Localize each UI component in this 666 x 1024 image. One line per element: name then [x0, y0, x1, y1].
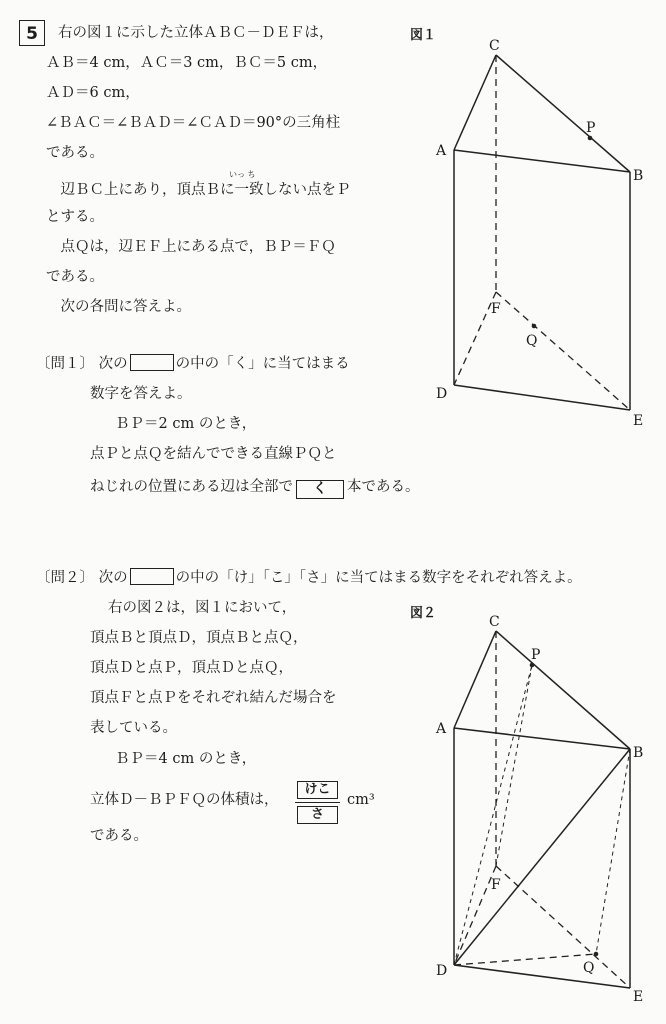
q2-line-2: 頂点Ｂと頂点Ｄ，頂点Ｂと点Ｑ，	[90, 630, 308, 646]
fig1-label-b: B	[633, 168, 644, 184]
q1-instruction-2: 数字を答えよ。	[90, 386, 192, 402]
fraction-denominator-box[interactable]: さ	[297, 806, 338, 824]
fig1-label-c: C	[489, 38, 500, 54]
fig2-edge-ab	[454, 728, 630, 749]
fig2-point-p	[530, 663, 535, 668]
fig2-label-d: D	[436, 963, 448, 979]
fig2-label-a: A	[436, 721, 447, 737]
fig2-label-b: B	[633, 745, 644, 761]
q2-line-1: 右の図２は，図１において，	[108, 600, 297, 616]
fig1-label-d: D	[436, 386, 448, 402]
intro-line-9: である。	[46, 269, 104, 285]
q2-volume-text: 立体Ｄ－ＢＰＦＱの体積は，	[90, 792, 279, 808]
fig2-segment-dq	[454, 954, 596, 965]
fig2-label-f: F	[491, 877, 501, 893]
fig2-edge-fe	[496, 866, 630, 988]
q2-line-5: 表している。	[90, 720, 177, 736]
q2-instr-post: の中の「け」「こ」「さ」に当てはまる数字をそれぞれ答えよ。	[175, 570, 582, 586]
intro-line-1: 右の図１に示した立体ＡＢＣ－ＤＥＦは，	[58, 25, 334, 41]
fig2-edge-cb	[496, 631, 630, 749]
fig2-edge-ca	[454, 631, 496, 728]
intro-line-5: である。	[46, 145, 104, 161]
ruby-itchi: いっ ち	[229, 170, 256, 179]
q1-line4-post: 本である。	[347, 479, 420, 495]
intro-line-7: とする。	[46, 209, 104, 225]
q1-condition: ＢＰ＝2 cm のとき，	[115, 416, 257, 432]
fig1-label-q: Q	[526, 333, 538, 349]
fig2-segment-bq	[596, 749, 630, 954]
fig2-label-e: E	[633, 989, 644, 1005]
q1-line4-pre: ねじれの位置にある辺は全部で	[90, 479, 293, 495]
q2-line-4: 頂点Ｆと点Ｐをそれぞれ結んだ場合を	[90, 690, 337, 706]
q1-instr-pre: 次の	[98, 356, 128, 372]
q2-label: 〔問２〕	[36, 570, 94, 586]
intro-line-4: ∠ＢＡＣ＝∠ＢＡＤ＝∠ＣＡＤ＝90°の三角柱	[46, 115, 341, 131]
q1-label: 〔問１〕	[36, 356, 94, 372]
fig2-segment-bd	[454, 749, 630, 965]
fig1-label-a: A	[436, 143, 447, 159]
q1-line-3: 点Ｐと点Ｑを結んでできる直線ＰＱと	[90, 446, 337, 462]
fig2-segment-dp	[454, 665, 532, 965]
intro-line-2: ＡＢ＝4 cm，ＡＣ＝3 cm，ＢＣ＝5 cm，	[46, 55, 328, 71]
q1-instr-post: の中の「く」に当てはまる	[175, 356, 350, 372]
intro-line-3: ＡＤ＝6 cm，	[46, 85, 140, 101]
intro-line-8: 点Ｑは，辺ＥＦ上にある点で，ＢＰ＝ＦＱ	[46, 239, 336, 255]
q2-condition: ＢＰ＝4 cm のとき，	[115, 751, 257, 767]
fig2-segment-fp	[496, 665, 532, 866]
intro-line-10: 次の各問に答えよ。	[46, 299, 191, 315]
fig1-label-e: E	[633, 413, 644, 429]
q1-answer-box[interactable]: く	[296, 480, 344, 499]
fig1-label-p: P	[586, 120, 596, 136]
volume-unit: cm³	[347, 792, 375, 808]
q2-end: である。	[90, 828, 148, 844]
problem-number: 5	[19, 20, 45, 46]
figure-1-label: 図１	[410, 28, 437, 43]
fig2-label-q: Q	[583, 960, 595, 976]
fig2-label-p: P	[531, 647, 541, 663]
figure-2-label: 図２	[410, 606, 437, 621]
fig2-edge-fd	[454, 866, 496, 965]
fig2-point-q	[594, 952, 599, 957]
intro-line-6: 辺ＢＣ上にあり，頂点Ｂに一致しない点をＰ	[46, 182, 351, 198]
q2-line-3: 頂点Ｄと点Ｐ，頂点Ｄと点Ｑ，	[90, 660, 293, 676]
fraction-numerator-box[interactable]: けこ	[297, 781, 338, 799]
fig1-label-f: F	[491, 301, 501, 317]
fig2-edge-de	[454, 965, 630, 988]
fig2-label-c: C	[489, 614, 500, 630]
q2-instr-pre: 次の	[98, 570, 128, 586]
